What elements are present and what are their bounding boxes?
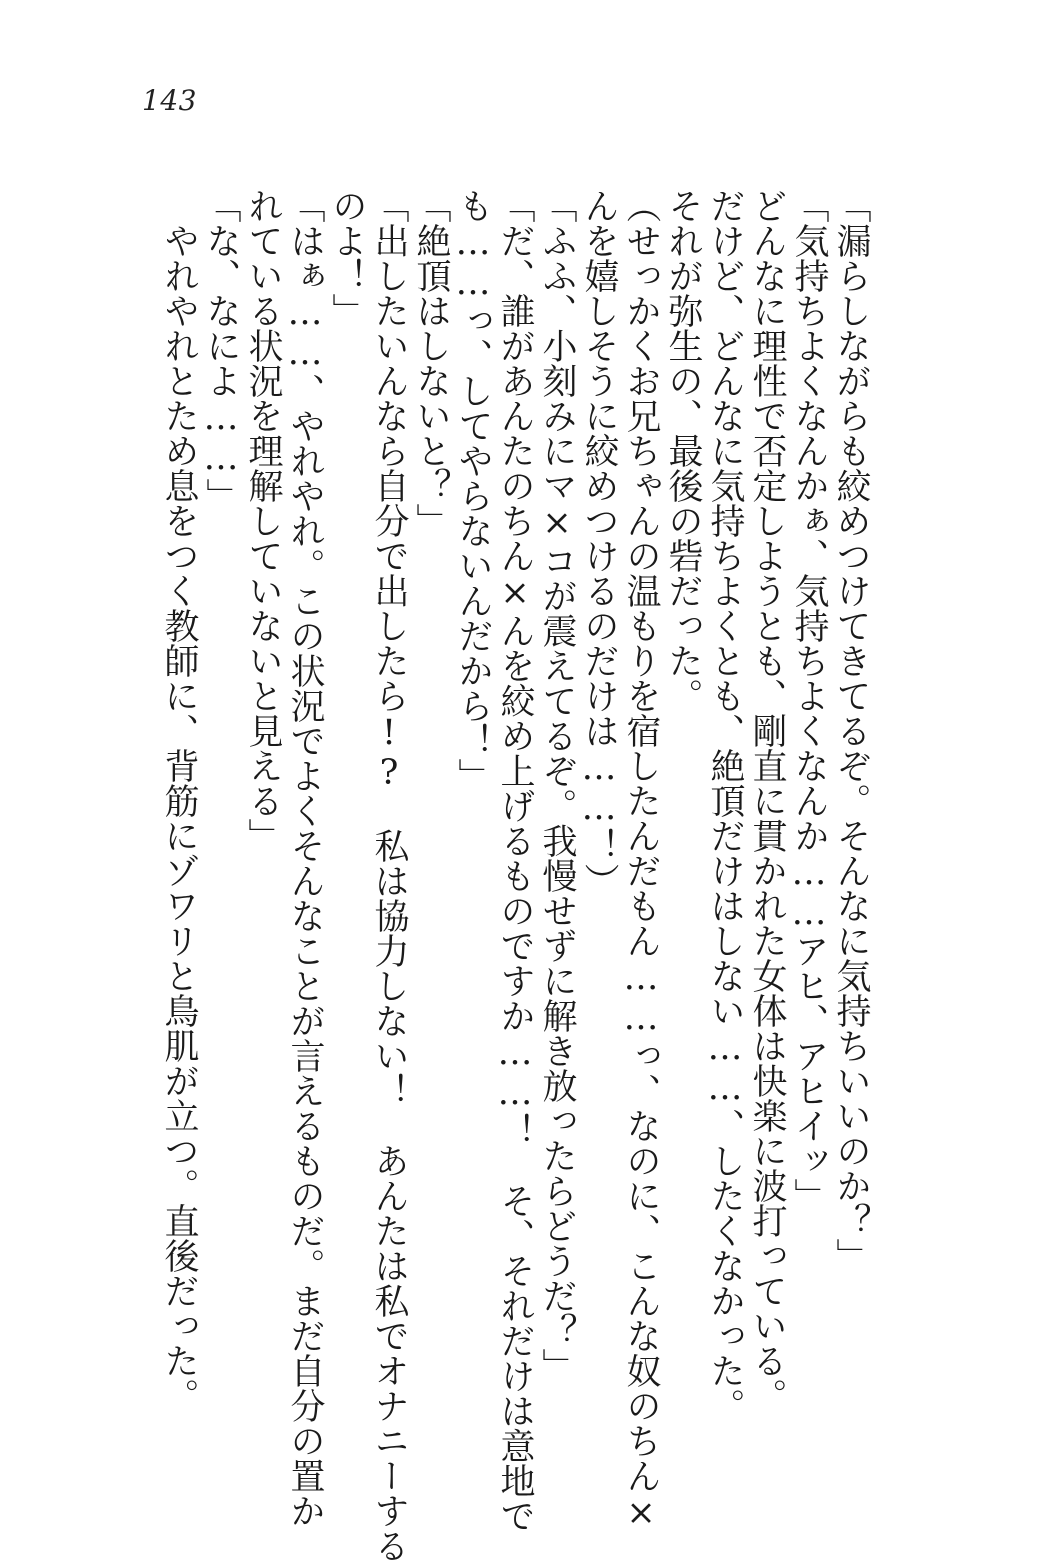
text-line: 「漏らしながらも絞めつけてきてるぞ。そんなに気持ちいいのか？」 — [831, 188, 871, 1273]
text-line: れている状況を理解していないと見える」 — [243, 188, 283, 853]
text-line: 「絶頂はしないと？」 — [411, 188, 451, 538]
text-line: のよ！」 — [327, 188, 367, 328]
text-line: やれやれとため息をつく教師に、背筋にゾワリと鳥肌が立つ。直後だった。 — [159, 188, 199, 1413]
text-line: も……っ、してやらないんだから！」 — [453, 188, 493, 793]
text-line: 「気持ちよくなんかぁ、気持ちよくなんか……アヒ、アヒイッ」 — [789, 188, 829, 1213]
text-line: 「出したいんなら自分で出したら!? 私は協力しない！ あんたは私でオナニーする — [369, 188, 409, 1563]
text-line: だけど、どんなに気持ちよくとも、絶頂だけはしない……、したくなかった。 — [705, 188, 745, 1423]
text-line: 「だ、誰があんたのちん×んを絞め上げるものですか……！ そ、それだけは意地で — [495, 188, 535, 1533]
text-line: 「ふふ、小刻みにマ×コが震えてるぞ。我慢せずに解き放ったらどうだ？」 — [537, 188, 577, 1383]
text-line: んを嬉しそうに絞めつけるのだけは……！） — [579, 188, 619, 898]
vertical-text-block — [158, 188, 872, 1563]
text-line: どんなに理性で否定しようとも、剛直に貫かれた女体は快楽に波打っている。 — [747, 188, 787, 1413]
text-line: （せっかくお兄ちゃんの温もりを宿したんだもん……っ、なのに、こんな奴のちん× — [621, 188, 661, 1533]
page-number: 143 — [142, 84, 197, 117]
text-line: 「はぁ……、やれやれ。この状況でよくそんなことが言えるものだ。まだ自分の置か — [285, 188, 325, 1528]
text-line: それが弥生の、最後の砦だった。 — [663, 188, 703, 713]
text-line: 「な、なによ……」 — [201, 188, 241, 513]
